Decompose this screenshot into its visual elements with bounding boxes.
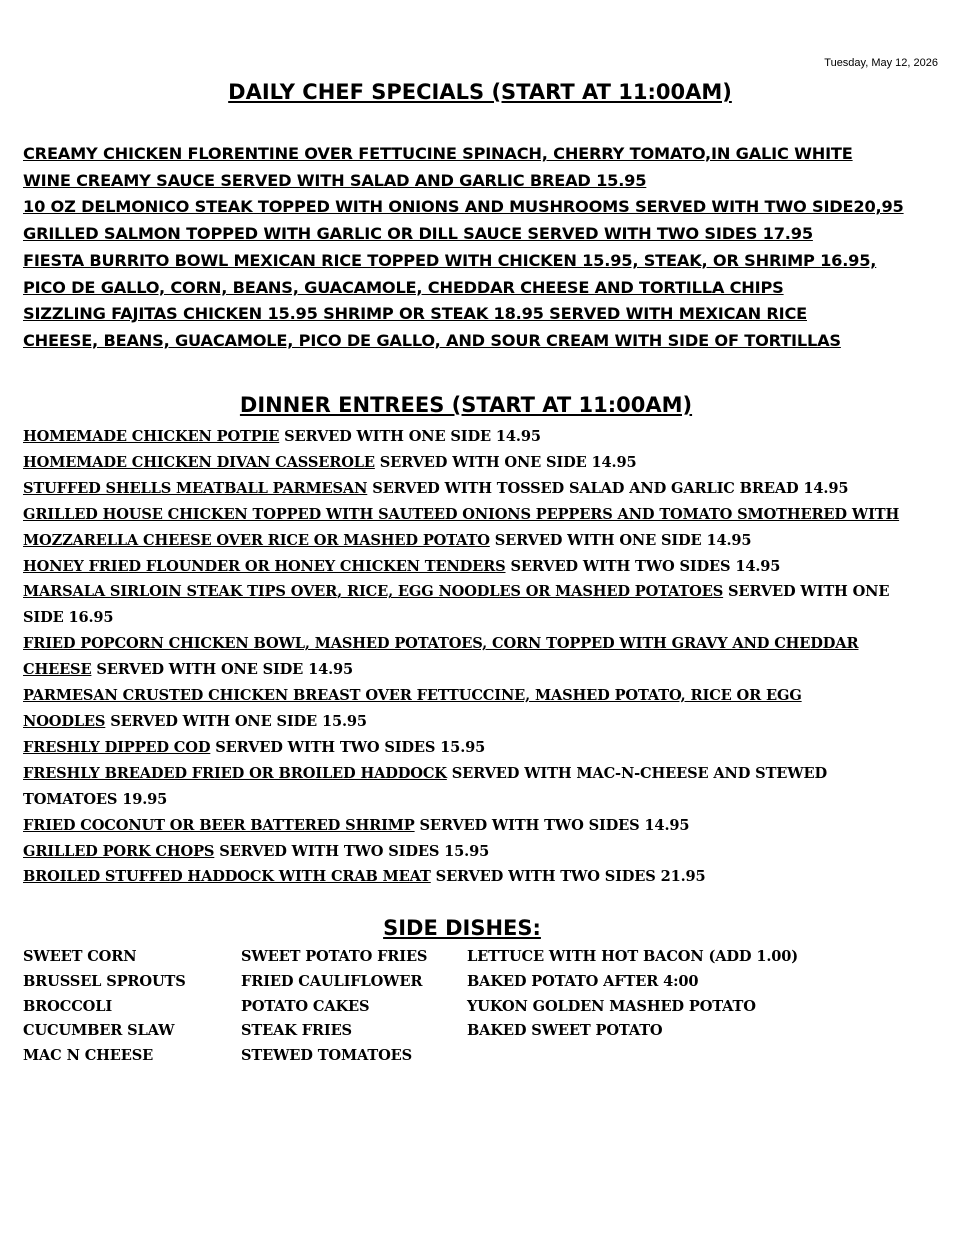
entree-item-details: SERVED WITH ONE SIDE 14.95 xyxy=(279,428,541,445)
entree-item-details: SERVED WITH ONE SIDE 14.95 xyxy=(91,661,354,679)
side-dish-item: SWEET CORN xyxy=(23,948,137,965)
special-line: PICO DE GALLO, CORN, BEANS, GUACAMOLE, CHEDDAR CHEESE AND TORTILLA CHIPS xyxy=(23,277,784,297)
date-stamp: Tuesday, May 12, 2026 xyxy=(824,57,938,69)
entree-line xyxy=(23,709,943,735)
entree-item-name: STUFFED SHELLS MEATBALL PARMESAN xyxy=(23,479,368,497)
dinner-entrees-heading: DINNER ENTREES (START AT 11:00AM) xyxy=(239,393,693,417)
side-dish-item: BROCCOLI xyxy=(23,997,113,1015)
special-line: FIESTA BURRITO BOWL MEXICAN RICE TOPPED WITH CHICKEN 15.95, STEAK, OR SHRIMP 16.95, xyxy=(23,250,877,270)
side-dish-item: STEWED TOMATOES xyxy=(241,1047,413,1065)
entree-line xyxy=(23,502,943,528)
entree-line xyxy=(23,735,943,761)
entree-item-details: SERVED WITH TWO SIDES 21.95 xyxy=(430,868,706,886)
entree-item-name: FRESHLY BREADED FRIED OR BROILED HADDOCK xyxy=(23,764,447,782)
entree-item-details: SERVED WITH ONE SIDE 15.95 xyxy=(105,712,367,730)
entree-item-details: SIDE 16.95 xyxy=(23,609,114,627)
special-line: GRILLED SALMON TOPPED WITH GARLIC OR DILL SAUCE SERVED WITH TWO SIDES 17.95 xyxy=(23,224,813,244)
entree-item-name: FRIED COCONUT OR BEER BATTERED SHRIMP xyxy=(23,816,415,834)
side-dish-item: MAC N CHEESE xyxy=(23,1047,154,1065)
special-line: 10 OZ DELMONICO STEAK TOPPED WITH ONIONS AND MUSHROOMS SERVED WITH TWO SIDE20,95 xyxy=(23,197,904,217)
entree-line xyxy=(23,683,943,709)
entree-line xyxy=(23,424,943,450)
specials-list xyxy=(23,141,943,355)
entree-line xyxy=(23,554,943,580)
entree-item-details: SERVED WITH TWO SIDES 14.95 xyxy=(414,816,690,834)
side-dish-item: POTATO CAKES xyxy=(241,997,370,1015)
side-dishes-heading: SIDE DISHES: xyxy=(383,916,541,940)
entree-item-name: BROILED STUFFED HADDOCK WITH CRAB MEAT xyxy=(23,868,431,886)
side-dish-item: SWEET POTATO FRIES xyxy=(241,948,428,965)
entree-item-details: SERVED WITH MAC-N-CHEESE AND STEWED xyxy=(446,764,827,782)
entree-item-name: HOMEMADE CHICKEN DIVAN CASSEROLE xyxy=(23,453,375,471)
special-line: SIZZLING FAJITAS CHICKEN 15.95 SHRIMP OR STEAK 18.95 SERVED WITH MEXICAN RICE xyxy=(23,304,807,324)
entree-line xyxy=(23,657,943,683)
specials-heading: DAILY CHEF SPECIALS (START AT 11:00AM) xyxy=(228,80,732,104)
entree-line xyxy=(23,450,943,476)
dinner-entrees-list xyxy=(23,424,943,890)
side-dish-item: FRIED CAULIFLOWER xyxy=(241,972,423,990)
entree-line xyxy=(23,631,943,657)
entree-item-details: SERVED WITH ONE xyxy=(723,583,890,601)
special-line: CHEESE, BEANS, GUACAMOLE, PICO DE GALLO, AND SOUR CREAM WITH SIDE OF TORTILLAS xyxy=(23,330,841,350)
entree-line xyxy=(23,476,943,502)
entree-item-details: SERVED WITH ONE SIDE 14.95 xyxy=(374,453,637,471)
entree-item-details: SERVED WITH TOSSED SALAD AND GARLIC BREAD 14.95 xyxy=(367,479,849,497)
entree-item-name: HOMEMADE CHICKEN POTPIE xyxy=(23,428,280,445)
entree-item-name: HONEY FRIED FLOUNDER OR HONEY CHICKEN TENDERS xyxy=(23,557,506,575)
entree-item-name: CHEESE xyxy=(23,661,92,679)
entree-line xyxy=(23,839,943,865)
entree-item-details: SERVED WITH TWO SIDES 15.95 xyxy=(210,738,486,756)
entree-item-details: SERVED WITH TWO SIDES 15.95 xyxy=(214,842,490,860)
side-dishes-column-2 xyxy=(241,945,427,1069)
special-line: CREAMY CHICKEN FLORENTINE OVER FETTUCINE SPINACH, CHERRY TOMATO,IN GALIC WHITE xyxy=(23,144,853,163)
entree-line xyxy=(23,813,943,839)
entree-item-name: GRILLED HOUSE CHICKEN TOPPED WITH SAUTEED ONIONS PEPPERS AND TOMATO SMOTHERED WITH xyxy=(23,505,900,523)
entree-item-name: NOODLES xyxy=(23,712,106,730)
entree-line xyxy=(23,787,943,813)
side-dish-item: CUCUMBER SLAW xyxy=(23,1022,175,1040)
entree-item-details: SERVED WITH ONE SIDE 14.95 xyxy=(489,531,752,549)
entree-line xyxy=(23,579,943,605)
side-dish-item: LETTUCE WITH HOT BACON (ADD 1.00) xyxy=(467,948,799,965)
entree-item-name: FRESHLY DIPPED COD xyxy=(23,738,211,756)
entree-item-details: SERVED WITH TWO SIDES 14.95 xyxy=(505,557,781,575)
entree-item-name: MOZZARELLA CHEESE OVER RICE OR MASHED POTATO xyxy=(23,531,490,549)
side-dish-item: BAKED POTATO AFTER 4:00 xyxy=(467,972,699,990)
side-dish-item: BRUSSEL SPROUTS xyxy=(23,972,186,990)
side-dish-item: BAKED SWEET POTATO xyxy=(467,1022,663,1040)
entree-item-name: MARSALA SIRLOIN STEAK TIPS OVER, RICE, EGG NOODLES OR MASHED POTATOES xyxy=(23,583,724,601)
entree-item-name: GRILLED PORK CHOPS xyxy=(23,842,215,860)
side-dish-item: YUKON GOLDEN MASHED POTATO xyxy=(467,997,756,1015)
side-dishes-column-3 xyxy=(467,945,798,1044)
entree-item-name: PARMESAN CRUSTED CHICKEN BREAST OVER FETTUCCINE, MASHED POTATO, RICE OR EGG xyxy=(23,687,802,705)
side-dish-item: STEAK FRIES xyxy=(241,1022,352,1040)
entree-line xyxy=(23,605,943,631)
entree-item-name: FRIED POPCORN CHICKEN BOWL, MASHED POTATOES, CORN TOPPED WITH GRAVY AND CHEDDAR xyxy=(23,635,859,653)
entree-line xyxy=(23,761,943,787)
entree-line xyxy=(23,528,943,554)
special-line: WINE CREAMY SAUCE SERVED WITH SALAD AND GARLIC BREAD 15.95 xyxy=(23,170,647,190)
entree-item-details: TOMATOES 19.95 xyxy=(23,790,168,808)
entree-line xyxy=(23,864,943,890)
side-dishes-column-1 xyxy=(23,945,186,1069)
